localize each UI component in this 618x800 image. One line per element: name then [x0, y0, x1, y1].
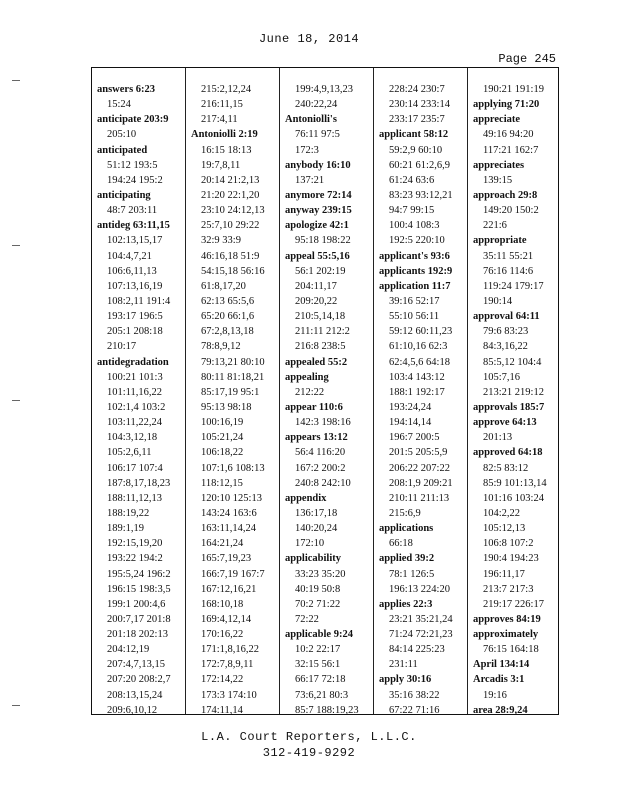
index-reference: 61:8,17,20 — [201, 280, 246, 292]
index-reference: 190:4 194:23 — [483, 553, 539, 565]
index-reference: 16:15 18:13 — [201, 144, 252, 156]
index-reference: 189:1,19 — [107, 523, 145, 535]
index-reference: 193:24,24 — [389, 401, 432, 413]
index-reference: 196:13 224:20 — [389, 583, 450, 595]
index-reference: 61:24 63:6 — [389, 174, 435, 186]
word-index-table — [91, 67, 559, 715]
index-term: approach 29:8 — [473, 189, 538, 201]
index-reference: 102:1,4 103:2 — [107, 401, 166, 413]
index-reference: 171:1,8,16,22 — [201, 644, 260, 656]
index-reference: 199:1 200:4,6 — [107, 598, 166, 610]
index-term: applications — [379, 523, 434, 535]
index-term: Antoniolli's — [285, 114, 337, 126]
index-column-5 — [468, 68, 562, 714]
index-reference: 79:13,21 80:10 — [201, 356, 265, 368]
index-reference: 95:18 198:22 — [295, 235, 351, 247]
index-reference: 59:2,9 60:10 — [389, 144, 443, 156]
index-reference: 209:20,22 — [295, 295, 338, 307]
index-reference: 85:17,19 95:1 — [201, 386, 260, 398]
index-reference: 174:11,14 — [201, 704, 243, 714]
index-reference: 35:16 38:22 — [389, 689, 440, 701]
index-reference: 216:8 238:5 — [295, 341, 346, 353]
index-reference: 196:7 200:5 — [389, 432, 440, 444]
index-reference: 188:11,12,13 — [107, 492, 163, 504]
index-reference: 102:13,15,17 — [107, 235, 163, 247]
index-reference: 163:11,14,24 — [201, 523, 257, 535]
index-term: appendix — [285, 492, 327, 504]
index-term: applicant 58:12 — [379, 129, 449, 141]
index-reference: 49:16 94:20 — [483, 129, 534, 141]
index-term: applicability — [285, 553, 342, 565]
index-reference: 62:4,5,6 64:18 — [389, 356, 450, 368]
index-reference: 56:4 116:20 — [295, 447, 346, 459]
index-reference: 201:5 205:5,9 — [389, 447, 448, 459]
court-reporter-phone: 312-419-9292 — [262, 746, 356, 760]
index-term: appreciates — [473, 159, 525, 171]
index-reference: 231:11 — [389, 659, 418, 671]
index-reference: 207:20 208:2,7 — [107, 674, 171, 686]
index-reference: 85:7 188:19,23 — [295, 704, 359, 714]
index-column-2 — [186, 68, 280, 714]
index-term: appropriate — [473, 235, 527, 247]
index-reference: 199:4,9,13,23 — [295, 84, 354, 95]
index-reference: 101:11,16,22 — [107, 386, 163, 398]
index-reference: 61:10,16 62:3 — [389, 341, 448, 353]
index-term: apologize 42:1 — [285, 220, 349, 232]
index-term: Antoniolli 2:19 — [191, 129, 258, 141]
index-reference: 85:5,12 104:4 — [483, 356, 542, 368]
index-reference: 137:21 — [295, 174, 325, 186]
index-reference: 66:18 — [389, 538, 413, 550]
index-reference: 204:11,17 — [295, 280, 337, 292]
index-reference: 67:2,8,13,18 — [201, 326, 254, 338]
index-term: anticipate 203:9 — [97, 114, 169, 126]
index-reference: 211:11 212:2 — [295, 326, 350, 338]
index-reference: 139:15 — [483, 174, 513, 186]
index-reference: 71:24 72:21,23 — [389, 629, 453, 641]
index-reference: 119:24 179:17 — [483, 280, 544, 292]
index-reference: 172:14,22 — [201, 674, 244, 686]
index-reference: 103:4 143:12 — [389, 371, 445, 383]
index-term: appealing — [285, 371, 329, 383]
index-term: appear 110:6 — [285, 401, 343, 413]
index-reference: 20:14 21:2,13 — [201, 174, 260, 186]
index-reference: 105:2,6,11 — [107, 447, 152, 459]
index-reference: 215:6,9 — [389, 507, 421, 519]
index-reference: 210:17 — [107, 341, 137, 353]
index-reference: 200:7,17 201:8 — [107, 613, 171, 625]
index-reference: 100:21 101:3 — [107, 371, 163, 383]
index-reference: 79:6 83:23 — [483, 326, 529, 338]
index-term: approve 64:13 — [473, 417, 537, 429]
index-reference: 172:3 — [295, 144, 319, 156]
index-reference: 173:3 174:10 — [201, 689, 257, 701]
index-reference: 172:10 — [295, 538, 325, 550]
index-reference: 101:16 103:24 — [483, 492, 544, 504]
index-reference: 213:21 219:12 — [483, 386, 544, 398]
page-number: Page 245 — [498, 52, 556, 66]
index-reference: 240:8 242:10 — [295, 477, 351, 489]
index-reference: 84:14 225:23 — [389, 644, 445, 656]
index-reference: 212:22 — [295, 386, 325, 398]
index-term: applicable 9:24 — [285, 629, 353, 641]
index-term: approval 64:11 — [473, 311, 540, 323]
index-reference: 78:1 126:5 — [389, 568, 435, 580]
index-reference: 201:13 — [483, 432, 513, 444]
index-reference: 66:17 72:18 — [295, 674, 346, 686]
index-reference: 164:21,24 — [201, 538, 244, 550]
index-reference: 54:15,18 56:16 — [201, 265, 265, 277]
index-reference: 196:15 198:3,5 — [107, 583, 171, 595]
index-reference: 48:7 203:11 — [107, 205, 158, 217]
scan-mark — [12, 245, 20, 246]
index-reference: 76:15 164:18 — [483, 644, 539, 656]
index-reference: 204:12,19 — [107, 644, 150, 656]
index-reference: 106:6,11,13 — [107, 265, 157, 277]
index-term: April 134:14 — [473, 659, 530, 671]
index-reference: 193:17 196:5 — [107, 311, 163, 323]
index-reference: 149:20 150:2 — [483, 205, 539, 217]
index-reference: 170:16,22 — [201, 629, 244, 641]
index-reference: 192:5 220:10 — [389, 235, 445, 247]
index-term: anymore 72:14 — [285, 189, 352, 201]
index-reference: 84:3,16,22 — [483, 341, 528, 353]
index-reference: 219:17 226:17 — [483, 598, 544, 610]
index-reference: 168:10,18 — [201, 598, 244, 610]
index-reference: 228:24 230:7 — [389, 84, 445, 95]
index-reference: 25:7,10 29:22 — [201, 220, 260, 232]
index-term: approvals 185:7 — [473, 401, 545, 413]
index-term: area 28:9,24 — [473, 704, 528, 714]
index-reference: 205:10 — [107, 129, 137, 141]
court-reporter-name: L.A. Court Reporters, L.L.C. — [201, 730, 417, 744]
index-term: applicant's 93:6 — [379, 250, 450, 262]
index-reference: 192:15,19,20 — [107, 538, 163, 550]
index-reference: 15:24 — [107, 99, 131, 111]
index-reference: 167:2 200:2 — [295, 462, 346, 474]
index-reference: 195:5,24 196:2 — [107, 568, 171, 580]
index-reference: 108:2,11 191:4 — [107, 295, 171, 307]
index-reference: 106:17 107:4 — [107, 462, 163, 474]
index-reference: 100:16,19 — [201, 417, 244, 429]
index-reference: 194:14,14 — [389, 417, 432, 429]
index-reference: 76:11 97:5 — [295, 129, 340, 141]
scan-mark — [12, 400, 20, 401]
index-reference: 19:7,8,11 — [201, 159, 241, 171]
index-reference: 78:8,9,12 — [201, 341, 241, 353]
index-reference: 240:22,24 — [295, 99, 338, 111]
index-reference: 19:16 — [483, 689, 507, 701]
index-reference: 142:3 198:16 — [295, 417, 351, 429]
index-reference: 56:1 202:19 — [295, 265, 346, 277]
index-term: applicants 192:9 — [379, 265, 453, 277]
scan-mark — [12, 80, 20, 81]
index-reference: 72:22 — [295, 613, 319, 625]
index-reference: 107:13,16,19 — [107, 280, 163, 292]
index-reference: 94:7 99:15 — [389, 205, 435, 217]
scan-mark — [12, 705, 20, 706]
index-reference: 207:4,7,13,15 — [107, 659, 166, 671]
index-reference: 169:4,12,14 — [201, 613, 252, 625]
index-reference: 105:7,16 — [483, 371, 521, 383]
index-term: anyway 239:15 — [285, 205, 352, 217]
index-column-3 — [280, 68, 374, 714]
index-reference: 32:9 33:9 — [201, 235, 241, 247]
index-term: apply 30:16 — [379, 674, 432, 686]
index-reference: 230:14 233:14 — [389, 99, 450, 111]
index-term: antideg 63:11,15 — [97, 220, 170, 232]
index-reference: 60:21 61:2,6,9 — [389, 159, 450, 171]
index-term: anticipated — [97, 144, 148, 156]
index-reference: 166:7,19 167:7 — [201, 568, 265, 580]
index-reference: 118:12,15 — [201, 477, 243, 489]
index-reference: 95:13 98:18 — [201, 401, 252, 413]
index-reference: 106:18,22 — [201, 447, 244, 459]
index-column-1 — [92, 68, 186, 714]
index-reference: 62:13 65:5,6 — [201, 295, 255, 307]
index-reference: 215:2,12,24 — [201, 84, 252, 95]
index-reference: 39:16 52:17 — [389, 295, 440, 307]
index-term: approves 84:19 — [473, 613, 541, 625]
index-reference: 209:6,10,12 — [107, 704, 158, 714]
index-reference: 106:8 107:2 — [483, 538, 534, 550]
index-reference: 196:11,17 — [483, 568, 525, 580]
index-reference: 105:12,13 — [483, 523, 526, 535]
index-reference: 213:7 217:3 — [483, 583, 534, 595]
index-term: appeal 55:5,16 — [285, 250, 350, 262]
index-reference: 217:4,11 — [201, 114, 238, 126]
index-reference: 143:24 163:6 — [201, 507, 257, 519]
index-term: answers 6:23 — [97, 84, 156, 95]
index-reference: 83:23 93:12,21 — [389, 189, 453, 201]
index-reference: 35:11 55:21 — [483, 250, 534, 262]
index-term: appealed 55:2 — [285, 356, 348, 368]
index-term: applied 39:2 — [379, 553, 435, 565]
index-reference: 172:7,8,9,11 — [201, 659, 254, 671]
index-term: appears 13:12 — [285, 432, 348, 444]
index-reference: 55:10 56:11 — [389, 311, 440, 323]
index-reference: 85:9 101:13,14 — [483, 477, 547, 489]
index-reference: 205:1 208:18 — [107, 326, 163, 338]
index-reference: 140:20,24 — [295, 523, 338, 535]
index-reference: 190:21 191:19 — [483, 84, 544, 95]
index-term: applies 22:3 — [379, 598, 433, 610]
index-reference: 188:19,22 — [107, 507, 150, 519]
index-reference: 117:21 162:7 — [483, 144, 539, 156]
index-reference: 59:12 60:11,23 — [389, 326, 453, 338]
index-reference: 190:14 — [483, 295, 513, 307]
index-reference: 167:12,16,21 — [201, 583, 257, 595]
index-reference: 40:19 50:8 — [295, 583, 341, 595]
index-term: applying 71:20 — [473, 99, 540, 111]
index-reference: 210:5,14,18 — [295, 311, 346, 323]
index-reference: 193:22 194:2 — [107, 553, 163, 565]
index-reference: 104:2,22 — [483, 507, 521, 519]
index-reference: 208:1,9 209:21 — [389, 477, 453, 489]
index-reference: 103:11,22,24 — [107, 417, 163, 429]
index-reference: 221:6 — [483, 220, 507, 232]
index-reference: 70:2 71:22 — [295, 598, 341, 610]
index-reference: 23:10 24:12,13 — [201, 205, 265, 217]
index-term: anticipating — [97, 189, 151, 201]
index-reference: 201:18 202:13 — [107, 629, 168, 641]
index-reference: 104:4,7,21 — [107, 250, 152, 262]
transcript-date: June 18, 2014 — [258, 32, 360, 46]
index-reference: 76:16 114:6 — [483, 265, 534, 277]
index-reference: 33:23 35:20 — [295, 568, 346, 580]
index-reference: 23:21 35:21,24 — [389, 613, 453, 625]
index-reference: 120:10 125:13 — [201, 492, 262, 504]
index-term: approved 64:18 — [473, 447, 543, 459]
index-reference: 67:22 71:16 — [389, 704, 440, 714]
index-reference: 187:8,17,18,23 — [107, 477, 171, 489]
index-reference: 188:1 192:17 — [389, 386, 445, 398]
index-term: Arcadis 3:1 — [473, 674, 525, 686]
index-reference: 82:5 83:12 — [483, 462, 529, 474]
index-term: antidegradation — [97, 356, 169, 368]
index-reference: 194:24 195:2 — [107, 174, 163, 186]
index-reference: 104:3,12,18 — [107, 432, 158, 444]
index-reference: 73:6,21 80:3 — [295, 689, 349, 701]
index-reference: 206:22 207:22 — [389, 462, 450, 474]
index-reference: 10:2 22:17 — [295, 644, 341, 656]
index-term: anybody 16:10 — [285, 159, 351, 171]
index-reference: 208:13,15,24 — [107, 689, 163, 701]
index-reference: 216:11,15 — [201, 99, 243, 111]
index-reference: 65:20 66:1,6 — [201, 311, 255, 323]
index-reference: 107:1,6 108:13 — [201, 462, 265, 474]
index-reference: 51:12 193:5 — [107, 159, 158, 171]
index-reference: 105:21,24 — [201, 432, 244, 444]
index-reference: 210:11 211:13 — [389, 492, 450, 504]
index-reference: 233:17 235:7 — [389, 114, 445, 126]
index-column-4 — [374, 68, 468, 714]
index-term: approximately — [473, 629, 539, 641]
index-reference: 100:4 108:3 — [389, 220, 440, 232]
index-reference: 80:11 81:18,21 — [201, 371, 265, 383]
index-reference: 136:17,18 — [295, 507, 338, 519]
index-term: appreciate — [473, 114, 521, 126]
index-reference: 32:15 56:1 — [295, 659, 341, 671]
index-reference: 165:7,19,23 — [201, 553, 252, 565]
index-reference: 46:16,18 51:9 — [201, 250, 260, 262]
index-term: application 11:7 — [379, 280, 451, 292]
index-reference: 21:20 22:1,20 — [201, 189, 260, 201]
